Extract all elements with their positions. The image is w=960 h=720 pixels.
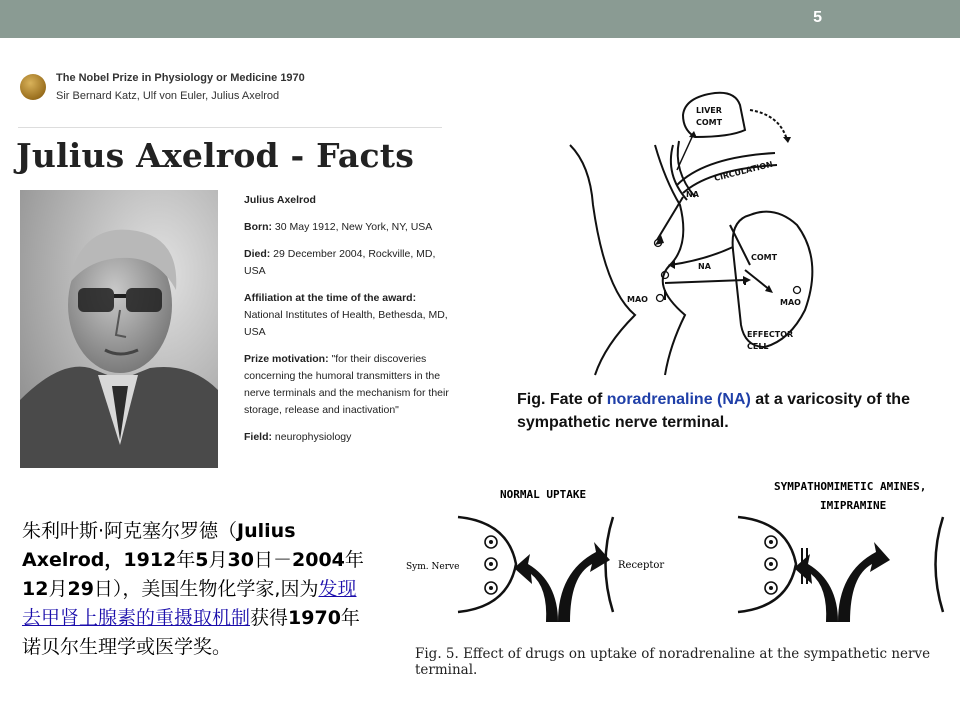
- bio-text: 年: [344, 549, 364, 571]
- reuptake-mechanism-link[interactable]: 发现去甲肾上腺素的重摄取机制: [22, 578, 357, 629]
- bio-text: Julius Axelrod，1912: [22, 520, 296, 571]
- field-label: Field:: [244, 431, 272, 443]
- label-cell: CELL: [747, 342, 769, 351]
- label-effector: EFFECTOR: [747, 330, 794, 339]
- nobel-prize-title: The Nobel Prize in Physiology or Medicine 1970: [56, 72, 305, 84]
- bio-text: 月: [48, 578, 68, 600]
- nobel-medal-icon: [20, 74, 46, 100]
- nobel-laureates: Sir Bernard Katz, Ulf von Euler, Julius Axelrod: [56, 90, 280, 102]
- label-normal-uptake: NORMAL UPTAKE: [500, 488, 587, 501]
- bio-text: 年: [176, 549, 196, 571]
- affiliation-value: National Institutes of Health, Bethesda, MD, USA: [244, 309, 448, 338]
- caption-text: at a varicosity of the sympathetic nerve terminal.: [517, 391, 910, 431]
- bio-text: 5: [195, 549, 209, 571]
- uptake-diagram-drawing: [398, 472, 954, 642]
- fate-diagram-drawing: [565, 85, 830, 385]
- facts-list: [244, 192, 449, 456]
- bio-text: 月: [208, 549, 228, 571]
- nobel-facts-card: [14, 62, 449, 502]
- label-na-mid: NA: [698, 262, 711, 271]
- laureate-name: Julius Axelrod: [244, 194, 316, 206]
- caption-highlight: noradrenaline (NA): [606, 391, 751, 408]
- label-circulation: CIRCULATION: [713, 159, 774, 183]
- label-mao-right: MAO: [780, 298, 801, 307]
- bio-text: 获得: [250, 607, 289, 629]
- label-imipramine: IMIPRAMINE: [820, 499, 887, 512]
- motivation-label: Prize motivation:: [244, 353, 329, 365]
- bio-text: 日），美国生物化学家,因为: [93, 578, 319, 600]
- label-receptor: Receptor: [618, 560, 665, 571]
- divider: [18, 127, 442, 128]
- chinese-biography: [22, 517, 374, 662]
- label-sympathomimetic: SYMPATHOMIMETIC AMINES,: [774, 480, 927, 493]
- caption-text: Fig. Fate of: [517, 391, 607, 408]
- label-liver: LIVER: [696, 106, 722, 115]
- facts-heading: Julius Axelrod - Facts: [16, 136, 415, 175]
- bio-text: 朱利叶斯·阿克塞尔罗德（: [22, 520, 238, 542]
- slide-header-bar: [0, 0, 960, 38]
- slide-number: 5: [813, 9, 822, 26]
- bio-text: 12: [22, 578, 49, 600]
- bio-text: 日－: [253, 549, 292, 571]
- died-label: Died:: [244, 248, 271, 260]
- motivation-value: "for their discoveries concerning the humoral transmitters in the nerve terminals and the mechanism for their storage, release and inactivation": [244, 353, 449, 416]
- portrait-illustration: [20, 190, 218, 468]
- bio-text: 1970: [288, 607, 341, 629]
- label-mao-left: MAO: [627, 295, 648, 304]
- portrait-photo: [20, 190, 218, 468]
- born-label: Born:: [244, 221, 272, 233]
- field-value: neurophysiology: [274, 431, 352, 443]
- noradrenaline-fate-diagram: [565, 85, 830, 385]
- label-sym-nerve: Sym. Nerve: [406, 562, 460, 572]
- affiliation-label: Affiliation at the time of the award:: [244, 292, 417, 304]
- bio-text: 29: [67, 578, 94, 600]
- label-comt-liver: COMT: [696, 118, 723, 127]
- fig1-caption: [517, 388, 937, 434]
- bio-text: 30: [227, 549, 254, 571]
- born-value: 30 May 1912, New York, NY, USA: [274, 221, 433, 233]
- fig5-caption: Fig. 5. Effect of drugs on uptake of noradrenaline at the sympathetic nerve terminal.: [415, 646, 931, 678]
- label-na-top: NA: [686, 190, 699, 199]
- bio-text: 2004: [292, 549, 345, 571]
- died-value: 29 December 2004, Rockville, MD, USA: [244, 248, 436, 277]
- bio-text: 年诺贝尔生理学或医学奖。: [22, 607, 360, 658]
- label-comt: COMT: [751, 253, 778, 262]
